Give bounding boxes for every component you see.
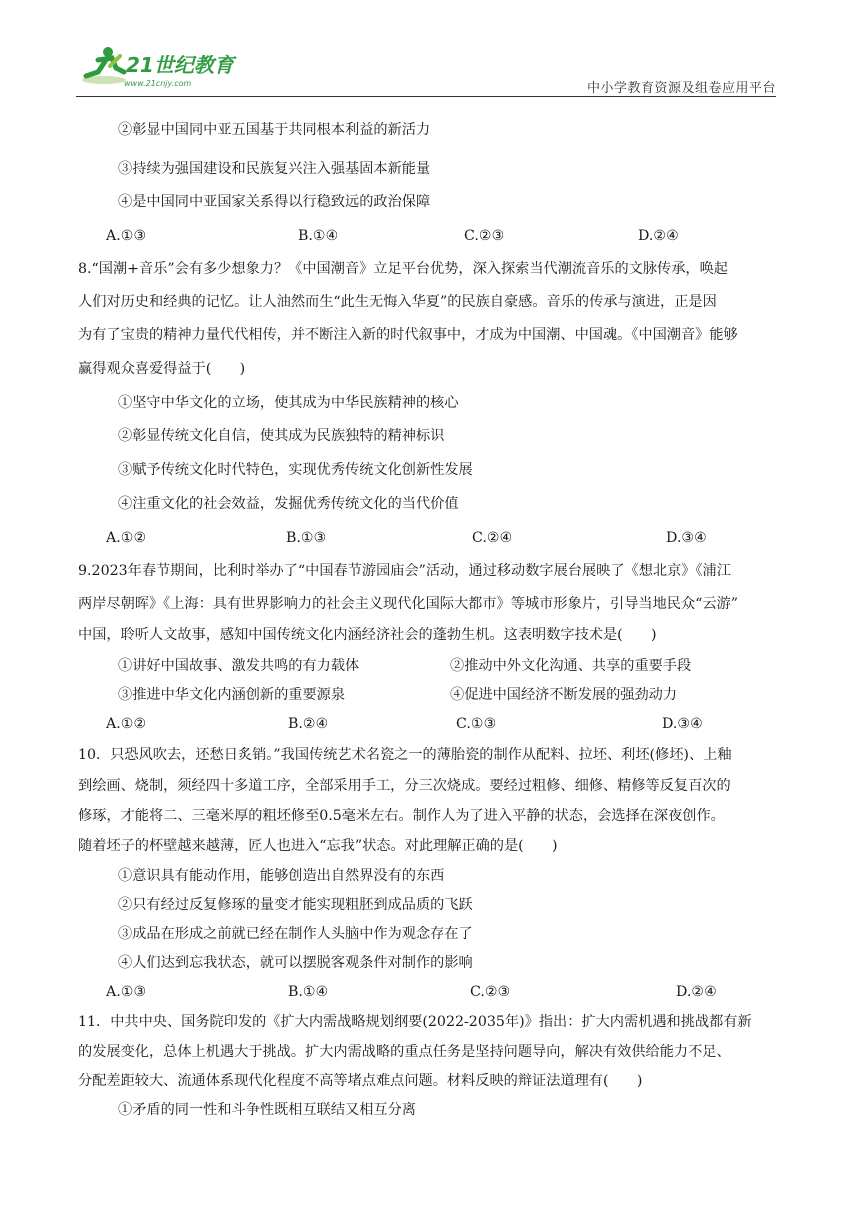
- q11-stem-line-3: 分配差距较大、流通体系现代化程度不高等堵点难点问题。材料反映的辩证法道理有( ): [78, 1073, 643, 1089]
- logo: [76, 42, 246, 92]
- q8-choice-d: D.③④: [666, 530, 707, 546]
- q9-option-1: ①讲好中国故事、激发共鸣的有力载体: [118, 658, 360, 674]
- q8-stem-line-2: 人们对历史和经典的记忆。让人油然而生“此生无悔入华夏”的民族自豪感。音乐的传承与演进，正是因: [78, 294, 717, 310]
- q11-stem-line-1: 11．中共中央、国务院印发的《扩大内需战略规划纲要(2022-2035年)》指出：扩大内需机遇和挑战都有新: [78, 1014, 752, 1030]
- q7-option-4: ④是中国同中亚国家关系得以行稳致远的政治保障: [118, 194, 431, 210]
- q11-stem-line-2: 的发展变化，总体上机遇大于挑战。扩大内需战略的重点任务是坚持问题导向，解决有效供给能力不足、: [78, 1044, 731, 1060]
- q9-stem-line-2: 两岸尽朝晖》《上海：具有世界影响力的社会主义现代化国际大都市》等城市形象片，引导当地民众“云游”: [78, 596, 739, 612]
- q8-option-2: ②彰显传统文化自信，使其成为民族独特的精神标识: [118, 428, 445, 444]
- q9-choice-c: C.①③: [456, 716, 497, 732]
- q10-choice-a: A.①③: [106, 984, 147, 1000]
- q10-stem-line-1: 10．只恐风吹去，还愁日炙销。”我国传统艺术名瓷之一的薄胎瓷的制作从配料、拉坯、利坯(修坯)、上釉: [78, 747, 732, 763]
- q10-stem-line-3: 修琢，才能将二、三毫米厚的粗坯修至0.5毫米左右。制作人为了进入平静的状态，会选择在深夜创作。: [78, 808, 725, 824]
- q9-stem-line-1: 9.2023年春节期间，比利时举办了“中国春节游园庙会”活动，通过移动数字展台展映了《想北京》《浦江: [78, 563, 731, 579]
- q9-option-4: ④促进中国经济不断发展的强劲动力: [450, 687, 678, 703]
- q10-choice-b: B.①④: [288, 984, 329, 1000]
- q8-stem-line-4: 赢得观众喜爱得益于( ): [78, 361, 246, 377]
- q8-stem-line-3: 为有了宝贵的精神力量代代相传，并不断注入新的时代叙事中，才成为中国潮、中国魂。《中国潮音》能够: [78, 327, 738, 343]
- q8-option-4: ④注重文化的社会效益，发掘优秀传统文化的当代价值: [118, 496, 459, 512]
- q10-choices: [106, 982, 782, 1002]
- platform-title: 中小学教育资源及组卷应用平台: [586, 81, 776, 96]
- q8-choice-a: A.①②: [106, 530, 147, 546]
- q10-option-4: ④人们达到忘我状态，就可以摆脱客观条件对制作的影响: [118, 955, 473, 971]
- q10-choice-d: D.②④: [676, 984, 717, 1000]
- q11-option-1: ①矛盾的同一性和斗争性既相互联结又相互分离: [118, 1102, 416, 1118]
- q9-choice-a: A.①②: [106, 716, 147, 732]
- q8-option-1: ①坚守中华文化的立场，使其成为中华民族精神的核心: [118, 395, 459, 411]
- q8-choices: [106, 528, 782, 548]
- svg-text:www.21cnjy.com: www.21cnjy.com: [124, 79, 192, 88]
- q10-option-2: ②只有经过反复修琢的量变才能实现粗胚到成品质的飞跃: [118, 897, 473, 913]
- q10-option-1: ①意识具有能动作用，能够创造出自然界没有的东西: [118, 868, 445, 884]
- q10-stem-line-4: 随着坯子的杯壁越来越薄，匠人也进入“忘我”状态。对此理解正确的是( ): [78, 838, 558, 854]
- svg-text:21世纪教育: 21世纪教育: [126, 53, 234, 77]
- q10-choice-c: C.②③: [470, 984, 511, 1000]
- q7-choice-c: C.②③: [464, 228, 505, 244]
- q10-stem-line-2: 到绘画、烧制，须经四十多道工序，全部采用手工，分三次烧成。要经过粗修、细修、精修等反复百次的: [78, 778, 731, 794]
- q9-choice-b: B.②④: [288, 716, 329, 732]
- q8-stem-line-1: 8.“国潮+音乐”会有多少想象力？《中国潮音》立足平台优势，深入探索当代潮流音乐的文脉传承，唤起: [78, 261, 728, 277]
- q8-option-3: ③赋予传统文化时代特色，实现优秀传统文化创新性发展: [118, 462, 473, 478]
- q9-option-3: ③推进中华文化内涵创新的重要源泉: [118, 687, 346, 703]
- q8-choice-b: B.①③: [286, 530, 327, 546]
- q7-choice-a: A.①③: [106, 228, 147, 244]
- q7-choices: [106, 226, 782, 246]
- q7-choice-b: B.①④: [298, 228, 339, 244]
- q8-choice-c: C.②④: [472, 530, 513, 546]
- q10-option-3: ③成品在形成之前就已经在制作人头脑中作为观念存在了: [118, 926, 473, 942]
- q9-choices: [106, 714, 782, 734]
- q9-choice-d: D.③④: [662, 716, 703, 732]
- q7-choice-d: D.②④: [638, 228, 679, 244]
- q7-option-3: ③持续为强国建设和民族复兴注入强基固本新能量: [118, 161, 431, 177]
- q9-option-2: ②推动中外文化沟通、共享的重要手段: [450, 658, 692, 674]
- q9-stem-line-3: 中国，聆听人文故事，感知中国传统文化内涵经济社会的蓬勃生机。这表明数字技术是( ): [78, 627, 657, 643]
- page-header: [0, 0, 860, 100]
- q7-option-2: ②彰显中国同中亚五国基于共同根本利益的新活力: [118, 122, 431, 138]
- runner-logo-icon: [76, 42, 246, 92]
- header-divider: [76, 96, 776, 97]
